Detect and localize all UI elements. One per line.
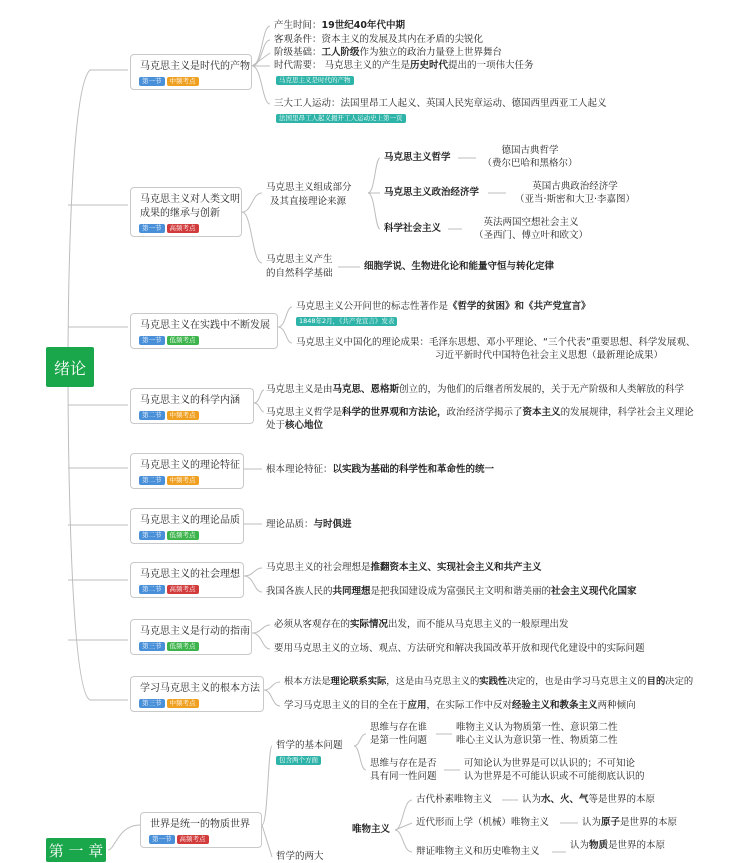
node-title-line2: 成果的继承与创新 <box>140 208 220 219</box>
node-title-line1: 马克思主义对人类文明 <box>140 194 240 205</box>
note-era-product: 马克思主义是时代的产物 <box>276 76 354 85</box>
identity-q-1: 思维与存在是否 <box>370 758 437 769</box>
connotation-definition: 马克思主义是由马克思、恩格斯创立的，为他们的后继者所发展的，关于无产阶级和人类解放的科学 <box>266 384 685 395</box>
connector <box>278 307 292 327</box>
tag-group <box>139 585 199 594</box>
tag-group <box>139 642 199 651</box>
note-two-aspects: 包含两个方面 <box>276 756 321 765</box>
materialism-branch: 唯物主义 <box>352 824 391 835</box>
sinicization-results-1: 马克思主义中国化的理论成果：毛泽东思想、邓小平理论、“三个代表”重要思想、科学发展观、 <box>296 337 696 348</box>
connotation-core: 处于核心地位 <box>266 420 324 431</box>
components-label-1: 马克思主义组成部分 <box>266 182 352 193</box>
knowability-2: 认为世界是不可能认识或不可能彻底认识的 <box>464 771 645 782</box>
tag-section: 第一节 <box>139 77 165 86</box>
feature-value: 根本理论特征：以实践为基础的科学性和革命性的统一 <box>266 464 495 475</box>
tag-section: 第三节 <box>139 642 165 651</box>
dialectical-origin: 认为物质是世界的本原 <box>570 840 666 851</box>
tag-section: 第二节 <box>139 585 165 594</box>
connector <box>244 568 262 576</box>
tag-group <box>139 336 199 345</box>
connector <box>262 825 272 857</box>
node-practice-development[interactable] <box>130 313 278 349</box>
natural-science-label-1: 马克思主义产生 <box>266 254 333 265</box>
source-economics-1: 英国古典政治经济学 <box>532 181 618 192</box>
tag-group <box>139 77 199 86</box>
tag-frequency: 低频考点 <box>167 336 199 345</box>
modern-materialism: 近代形而上学（机械）唯物主义 <box>416 817 550 828</box>
tag-group <box>139 476 199 485</box>
node-theoretical-quality[interactable] <box>130 508 244 544</box>
connector <box>354 734 366 746</box>
tag-frequency: 高频考点 <box>167 224 199 233</box>
node-title: 马克思主义是行动的指南 <box>140 626 250 637</box>
tag-section: 第三节 <box>139 699 165 708</box>
connector <box>252 625 270 633</box>
tag-frequency: 低频考点 <box>167 531 199 540</box>
connector <box>242 193 262 212</box>
basic-question-label: 哲学的基本问题 <box>276 740 343 751</box>
connector <box>244 576 262 592</box>
node-era-product[interactable] <box>130 54 252 90</box>
two-schools-label: 哲学的两大 <box>276 851 324 862</box>
connector <box>368 193 380 229</box>
connector <box>252 633 270 649</box>
node-material-world[interactable] <box>140 812 262 848</box>
root-node-intro[interactable]: 绪论 <box>46 347 94 387</box>
connector <box>395 800 412 830</box>
natural-science-label-2: 的自然科学基础 <box>266 268 333 279</box>
three-workers-movements: 三大工人运动：法国里昂工人起义、英国人民宪章运动、德国西里西亚工人起义 <box>274 98 607 109</box>
connector <box>254 390 264 403</box>
connector <box>264 690 280 706</box>
node-action-guide[interactable] <box>130 619 252 655</box>
tag-group <box>139 531 199 540</box>
node-title: 马克思主义的理论特征 <box>140 460 240 471</box>
tag-frequency: 高频考点 <box>177 835 209 844</box>
node-title: 马克思主义是时代的产物 <box>140 61 250 72</box>
tag-section: 第一节 <box>139 224 165 233</box>
node-theoretical-feature[interactable] <box>130 453 244 489</box>
tag-section: 第一节 <box>149 835 175 844</box>
tag-frequency: 低频考点 <box>167 642 199 651</box>
tag-group <box>139 411 199 420</box>
node-title: 马克思主义的社会理想 <box>140 569 240 580</box>
knowability-1: 可知论认为世界是可以认识的；不可知论 <box>464 758 636 769</box>
connotation-philosophy: 马克思主义哲学是科学的世界观和方法论，政治经济学揭示了资本主义的发展规律，科学社会主义理论 <box>266 407 694 418</box>
tag-section: 第二节 <box>139 476 165 485</box>
node-title: 世界是统一的物质世界 <box>150 819 250 830</box>
node-fundamental-method[interactable] <box>130 676 264 712</box>
tag-group <box>149 835 209 844</box>
note-lyon-uprising: 法国里昂工人起义揭开工人运动史上第一页 <box>276 114 406 123</box>
quality-value: 理论品质：与时俱进 <box>266 519 352 530</box>
connector <box>368 158 380 193</box>
node-social-ideal[interactable] <box>130 562 244 598</box>
social-ideal-value: 马克思主义的社会理想是推翻资本主义、实现社会主义和共产主义 <box>266 562 542 573</box>
node-title: 学习马克思主义的根本方法 <box>140 683 260 694</box>
component-economics: 马克思主义政治经济学 <box>384 187 480 198</box>
modern-origin: 认为原子是世界的本原 <box>582 817 678 828</box>
publication-landmark: 马克思主义公开问世的标志性著作是《哲学的贫困》和《共产党宣言》 <box>296 301 591 312</box>
first-nature-q-1: 思维与存在谁 <box>370 722 428 733</box>
component-socialism: 科学社会主义 <box>384 223 442 234</box>
sinicization-results-2: 习近平新时代中国特色社会主义思想（最新理论成果） <box>435 350 664 361</box>
connector <box>395 830 412 852</box>
connector <box>354 746 366 770</box>
idealism-view: 唯心主义认为意识第一性、物质第二性 <box>456 735 618 746</box>
root-node-chapter-1[interactable]: 第 一 章 <box>46 838 106 862</box>
tag-frequency: 中频考点 <box>167 411 199 420</box>
era-condition: 客观条件：资本主义的发展及其内在矛盾的尖锐化 <box>274 34 484 45</box>
era-class-basis: 阶级基础：工人阶级作为独立的政治力量登上世界舞台 <box>274 47 503 58</box>
tag-frequency: 中频考点 <box>167 699 199 708</box>
ancient-materialism: 古代朴素唯物主义 <box>416 794 493 805</box>
node-title: 马克思主义在实践中不断发展 <box>140 320 270 331</box>
connector <box>254 403 264 412</box>
tag-section: 第一节 <box>139 336 165 345</box>
source-socialism-2: （圣西门、傅立叶和欧文） <box>473 230 588 241</box>
node-title: 马克思主义的理论品质 <box>140 515 240 526</box>
tag-group <box>139 224 199 233</box>
action-guide-2: 要用马克思主义的立场、观点、方法研究和解决我国改革开放和现代化建设中的实际问题 <box>274 643 645 654</box>
node-inheritance-innovation[interactable] <box>130 187 242 237</box>
dialectical-materialism: 辩证唯物主义和历史唯物主义 <box>416 846 540 857</box>
node-scientific-connotation[interactable] <box>130 388 254 424</box>
connector <box>252 40 270 66</box>
materialism-view: 唯物主义认为物质第一性、意识第二性 <box>456 722 618 733</box>
connector <box>262 746 272 825</box>
note-manifesto: 1848年2月，《共产党宣言》发表 <box>296 317 397 326</box>
connector <box>252 66 270 104</box>
connector <box>278 327 292 343</box>
connector <box>395 823 412 830</box>
identity-q-2: 具有同一性问题 <box>370 771 437 782</box>
component-philosophy: 马克思主义哲学 <box>384 152 451 163</box>
source-economics-2: （亚当·斯密和大卫·李嘉图） <box>514 194 636 205</box>
method-value-1: 根本方法是理论联系实际，这是由马克思主义的实践性决定的，也是由学习马克思主义的目的决定的 <box>284 676 694 687</box>
tag-frequency: 中频考点 <box>167 476 199 485</box>
connector <box>264 682 280 690</box>
node-title: 马克思主义的科学内涵 <box>140 395 240 406</box>
source-socialism-1: 英法两国空想社会主义 <box>483 217 579 228</box>
common-ideal-value: 我国各族人民的共同理想是把我国建设成为富强民主文明和谐美丽的社会主义现代化国家 <box>266 586 637 597</box>
source-philosophy-2: （费尔巴哈和黑格尔） <box>482 158 578 169</box>
connector <box>108 825 140 850</box>
connector <box>242 212 262 263</box>
components-label-2: 及其直接理论来源 <box>270 196 347 207</box>
source-philosophy-1: 德国古典哲学 <box>501 145 559 156</box>
era-need: 时代需要： 马克思主义的产生是历史时代提出的一项伟大任务 <box>274 60 534 71</box>
natural-science-value: 细胞学说、生物进化论和能量守恒与转化定律 <box>364 261 555 272</box>
tag-group <box>139 699 199 708</box>
tag-frequency: 中频考点 <box>167 77 199 86</box>
era-time: 产生时间：19世纪40年代中期 <box>274 20 405 31</box>
tag-section: 第二节 <box>139 531 165 540</box>
tag-frequency: 高频考点 <box>167 585 199 594</box>
first-nature-q-2: 是第一性问题 <box>370 735 428 746</box>
connector <box>68 368 128 700</box>
connector <box>68 70 128 368</box>
tag-section: 第二节 <box>139 411 165 420</box>
ancient-origin: 认为水、火、气等是世界的本原 <box>522 794 656 805</box>
method-value-2: 学习马克思主义的目的全在于应用，在实际工作中反对经验主义和教条主义两种倾向 <box>284 700 636 711</box>
action-guide-1: 必须从客观存在的实际情况出发，而不能从马克思主义的一般原理出发 <box>274 619 569 630</box>
